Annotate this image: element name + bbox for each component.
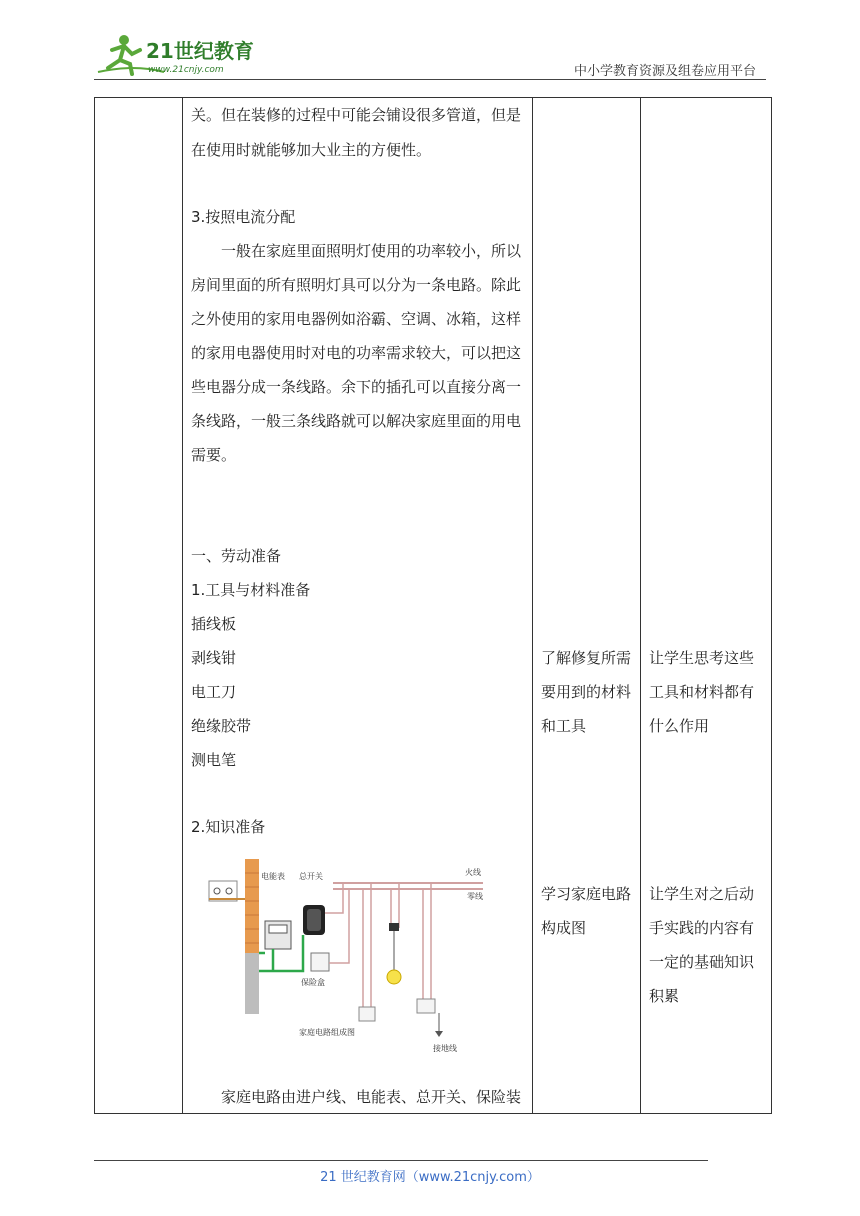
table-cell-content [183,98,533,1114]
content-line: 条线路，一般三条线路就可以解决家庭里面的用电 [191,412,522,430]
label-meter: 电能表 [261,872,285,881]
table-row [95,98,772,1114]
activity-line: 了解修复所需 [541,649,632,667]
list-item: 电工刀 [191,683,237,701]
household-circuit-diagram [203,853,503,1053]
content-line: 在使用时就能够加大业主的方便性。 [191,141,432,159]
logo-url: www.21cnjy.com [148,65,224,75]
label-ground: 接地线 [433,1044,457,1053]
content-line: 一般在家庭里面照明灯使用的功率较小，所以 [221,242,522,260]
intent-line: 工具和材料都有 [649,683,755,701]
header-divider [94,79,766,80]
table-cell-step [95,98,183,1114]
activity-line: 和工具 [541,717,587,735]
logo-text: 21世纪教育 [146,39,254,63]
content-line: 需要。 [191,446,237,464]
intent-line: 手实践的内容有 [649,919,755,937]
list-item: 绝缘胶带 [191,717,252,735]
footer-divider [94,1160,708,1161]
label-switch: 总开关 [299,872,323,881]
lesson-table [94,97,772,1114]
content-line: 些电器分成一条线路。余下的插孔可以直接分离一 [191,378,522,396]
intent-line: 让学生对之后动 [649,885,755,903]
content-line: 家庭电路由进户线、电能表、总开关、保险装 [221,1088,522,1106]
label-live: 火线 [465,868,481,877]
content-line: 之外使用的家用电器例如浴霸、空调、冰箱，这样 [191,310,522,328]
list-item: 插线板 [191,615,237,633]
activity-line: 构成图 [541,919,587,937]
site-logo [94,28,264,80]
label-fuse: 保险盒 [301,978,325,987]
footer-link[interactable]: 21 世纪教育网（www.21cnjy.com） [320,1170,540,1185]
list-item: 剥线钳 [191,649,237,667]
light-bulb-icon [387,923,401,984]
table-cell-design-intent [641,98,772,1114]
content-line: 的家用电器使用时对电的功率需求较大，可以把这 [191,344,522,362]
intent-line: 让学生思考这些 [649,649,755,667]
intent-line: 什么作用 [649,717,710,735]
electric-meter-icon [265,921,291,949]
content-line: 房间里面的所有照明灯具可以分为一条电路。除此 [191,276,522,294]
section-heading: 3.按照电流分配 [191,208,296,226]
activity-line: 学习家庭电路 [541,885,632,903]
label-neutral: 零线 [467,892,483,901]
intent-line: 积累 [649,987,680,1005]
brick-wall-icon [245,859,259,1014]
header-platform-text: 中小学教育资源及组卷应用平台 [573,64,756,79]
section-heading: 一、劳动准备 [191,547,282,565]
section-heading: 1.工具与材料准备 [191,581,311,599]
main-switch-icon [303,905,325,935]
list-item: 测电笔 [191,751,237,769]
diagram-caption: 家庭电路组成图 [299,1028,355,1037]
activity-line: 要用到的材料 [541,683,632,701]
intent-line: 一定的基础知识 [649,953,755,971]
content-line: 关。但在装修的过程中可能会铺设很多管道，但是 [191,106,522,124]
table-cell-student-activity [533,98,641,1114]
section-heading: 2.知识准备 [191,818,266,836]
